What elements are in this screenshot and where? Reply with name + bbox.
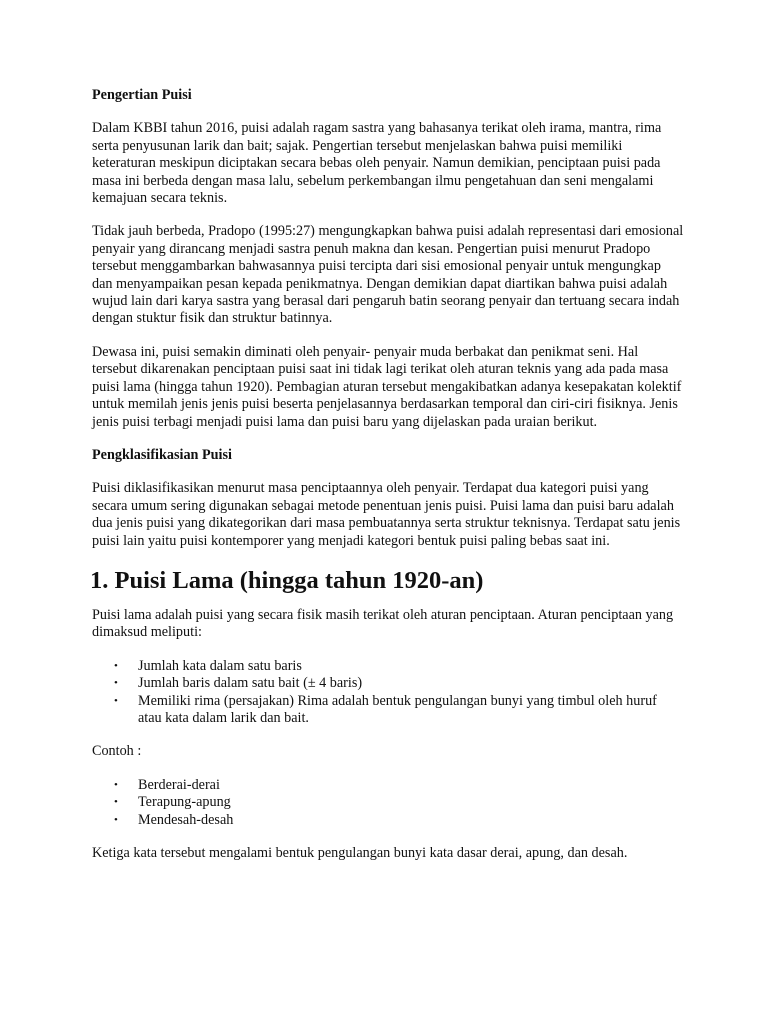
paragraph-dewasa: Dewasa ini, puisi semakin diminati oleh penyair- penyair muda berbakat dan penikmat seni. Hal tersebut dikarenakan penciptaan puisi saat ini tidak lagi terikat oleh aturan teknis yang ada pada masa puisi lama (hingga tahun 1920). Pembagian aturan tersebut mengakibatkan adanya kesepakatan kolektif untuk memilah jenis jenis puisi beserta penjelasannya berdasarkan temporal dan ciri-ciri fisiknya. Jenis jenis puisi terbagi menjadi puisi lama dan puisi baru yang dijelaskan pada uraian berikut.: [92, 343, 682, 430]
paragraph-pradopo: Tidak jauh berbeda, Pradopo (1995:27) mengungkapkan bahwa puisi adalah representasi dari emosional penyair yang dirancang menjadi sastra penuh makna dan kesan. Pengertian puisi menurut Pradopo tersebut menggambarkan bahwasannya puisi tercipta dari sisi emosional penyair untuk mengungkap dan menyampaikan pesan kepada penikmatnya. Dengan demikian dapat diartikan bahwa puisi adalah wujud lain dari karya sastra yang berasal dari pengaruh batin seorang penyair dan tertuang secara indah dengan stuktur fisik dan struktur batinnya.: [92, 223, 684, 327]
list-item: [92, 658, 684, 675]
list-item: [92, 812, 684, 829]
bullet-icon: •: [114, 659, 118, 672]
bullet-icon: •: [114, 677, 118, 690]
list-item: [92, 777, 684, 794]
heading-classification: Pengklasifikasian Puisi: [92, 446, 232, 463]
paragraph-conclusion: Ketiga kata tersebut mengalami bentuk pengulangan bunyi kata dasar derai, apung, dan desah.: [92, 845, 628, 861]
paragraph-kbbi: Dalam KBBI tahun 2016, puisi adalah ragam sastra yang bahasanya terikat oleh irama, mantra, rima serta penyusunan larik dan bait; sajak. Pengertian tersebut menjelaskan bahwa puisi memiliki keteraturan meskipun diciptakan secara bebas oleh penyair. Namun demikian, penciptaan puisi pada masa ini berbeda dengan masa lalu, sebelum perkembangan ilmu pengetahuan dan seni mengalami kemajuan secara teknis.: [92, 120, 662, 207]
section-title-puisi-lama: 1. Puisi Lama (hingga tahun 1920-an): [90, 566, 484, 594]
paragraph-classification: Puisi diklasifikasikan menurut masa penciptaannya oleh penyair. Terdapat dua kategori puisi yang secara umum sering digunakan sebagai metode penentuan jenis puisi. Puisi lama dan puisi baru adalah dua jenis puisi yang dikategorikan dari masa pembuatannya serta struktur teknisnya. Terdapat satu jenis puisi lain yaitu puisi kontemporer yang menjadi kategori bentuk puisi paling bebas saat ini.: [92, 480, 681, 549]
examples-list: [92, 777, 684, 829]
paragraph-puisi-lama: Puisi lama adalah puisi yang secara fisik masih terikat oleh aturan penciptaan. Aturan penciptaan yang dimaksud meliputi:: [92, 606, 674, 641]
list-item-text: Berderai-derai: [138, 776, 220, 793]
rules-list: [92, 658, 684, 728]
document-page: [92, 87, 684, 878]
bullet-icon: •: [114, 694, 118, 707]
bullet-icon: •: [114, 778, 118, 791]
list-item-text: Memiliki rima (persajakan) Rima adalah bentuk pengulangan bunyi yang timbul oleh huruf atau kata dalam larik dan bait.: [138, 692, 657, 726]
bullet-icon: •: [114, 813, 118, 826]
list-item-text: Terapung-apung: [138, 794, 231, 811]
heading-definition: Pengertian Puisi: [92, 87, 192, 103]
list-item: [92, 675, 684, 692]
list-item-text: Jumlah kata dalam satu baris: [138, 657, 302, 674]
list-item-text: Jumlah baris dalam satu bait (± 4 baris): [138, 675, 363, 692]
list-item-text: Mendesah-desah: [138, 811, 234, 828]
list-item: [92, 794, 684, 811]
example-label: Contoh :: [92, 743, 142, 760]
list-item: [92, 693, 684, 728]
bullet-icon: •: [114, 796, 118, 809]
